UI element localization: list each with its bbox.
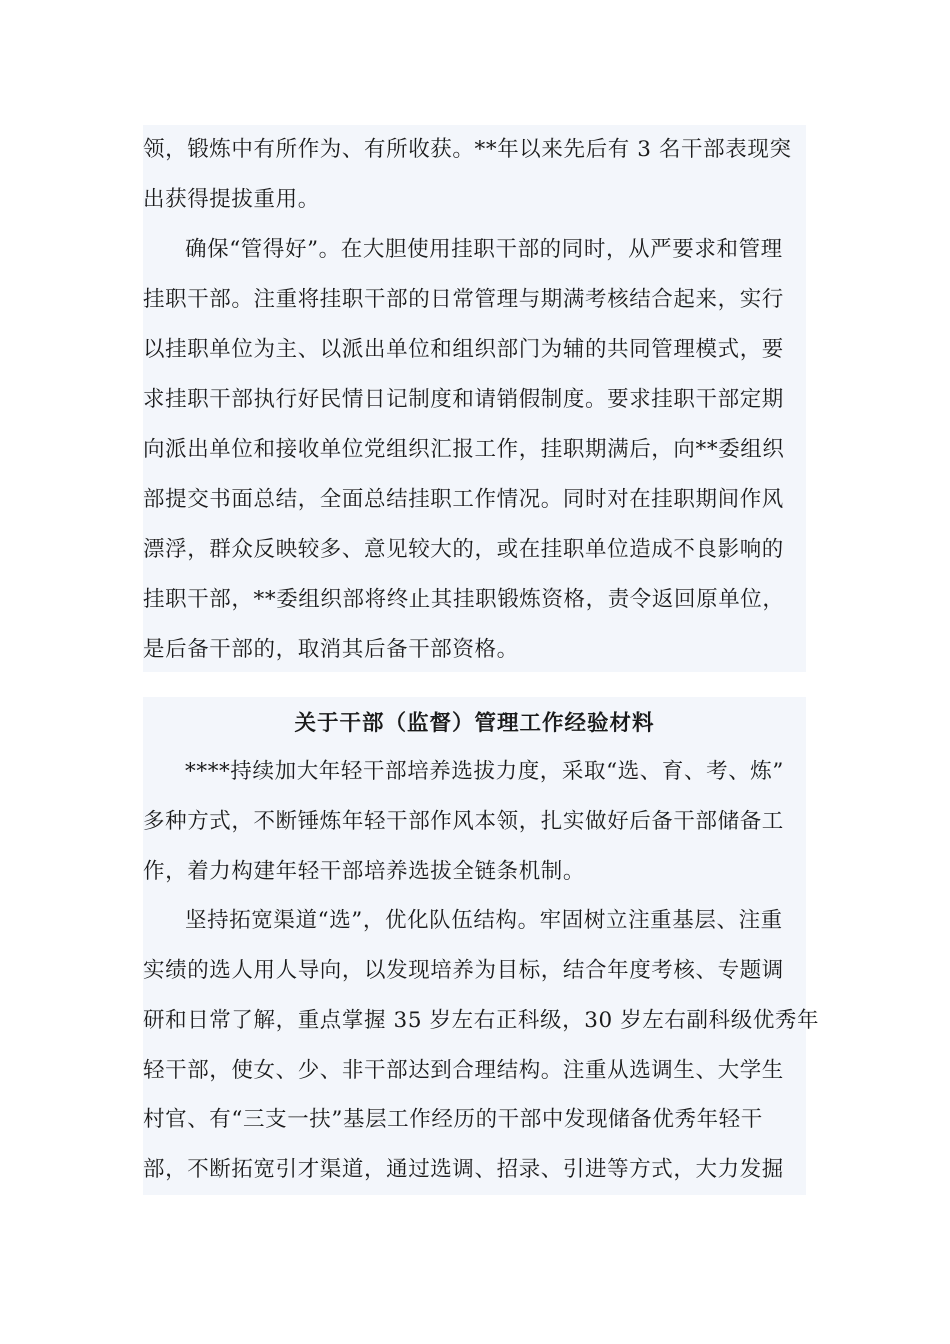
text-line: 向派出单位和接收单位党组织汇报工作，挂职期满后，向**委组织 <box>143 437 785 462</box>
text-line: 作，着力构建年轻干部培养选拔全链条机制。 <box>143 859 586 884</box>
text-line: 漂浮，群众反映较多、意见较大的，或在挂职单位造成不良影响的 <box>143 537 784 562</box>
paragraph-first-line: 坚持拓宽渠道“选”，优化队伍结构。牢固树立注重基层、注重 <box>185 908 783 933</box>
text-line: 实绩的选人用人导向，以发现培养为目标，结合年度考核、专题调 <box>143 958 784 983</box>
text-line: 研和日常了解，重点掌握 35 岁左右正科级，30 岁左右副科级优秀年 <box>143 1008 820 1033</box>
text-line: 挂职干部。注重将挂职干部的日常管理与期满考核结合起来，实行 <box>143 287 784 312</box>
paragraph-first-line: 确保“管得好”。在大胆使用挂职干部的同时，从严要求和管理 <box>185 237 783 262</box>
text-line: 以挂职单位为主、以派出单位和组织部门为辅的共同管理模式，要 <box>143 337 784 362</box>
text-line: 轻干部，使女、少、非干部达到合理结构。注重从选调生、大学生 <box>143 1058 784 1083</box>
text-line: 求挂职干部执行好民情日记制度和请销假制度。要求挂职干部定期 <box>143 387 784 412</box>
text-line: 村官、有“三支一扶”基层工作经历的干部中发现储备优秀年轻干 <box>143 1107 763 1132</box>
text-line: 出获得提拔重用。 <box>143 187 320 212</box>
text-block-top <box>143 125 806 672</box>
text-line: 部，不断拓宽引才渠道，通过选调、招录、引进等方式，大力发掘 <box>143 1157 784 1182</box>
text-line: 部提交书面总结，全面总结挂职工作情况。同时对在挂职期间作风 <box>143 487 784 512</box>
paragraph-first-line: ****持续加大年轻干部培养选拔力度，采取“选、育、考、炼” <box>185 759 784 784</box>
text-block-bottom <box>143 697 820 1195</box>
text-line: 多种方式，不断锤炼年轻干部作风本领，扎实做好后备干部储备工 <box>143 809 784 834</box>
document-title: 关于干部（监督）管理工作经验材料 <box>294 711 655 736</box>
text-line: 是后备干部的，取消其后备干部资格。 <box>143 637 519 662</box>
text-line: 领，锻炼中有所作为、有所收获。**年以来先后有 3 名干部表现突 <box>143 137 792 162</box>
text-line: 挂职干部，**委组织部将终止其挂职锻炼资格，责令返回原单位， <box>143 587 785 612</box>
